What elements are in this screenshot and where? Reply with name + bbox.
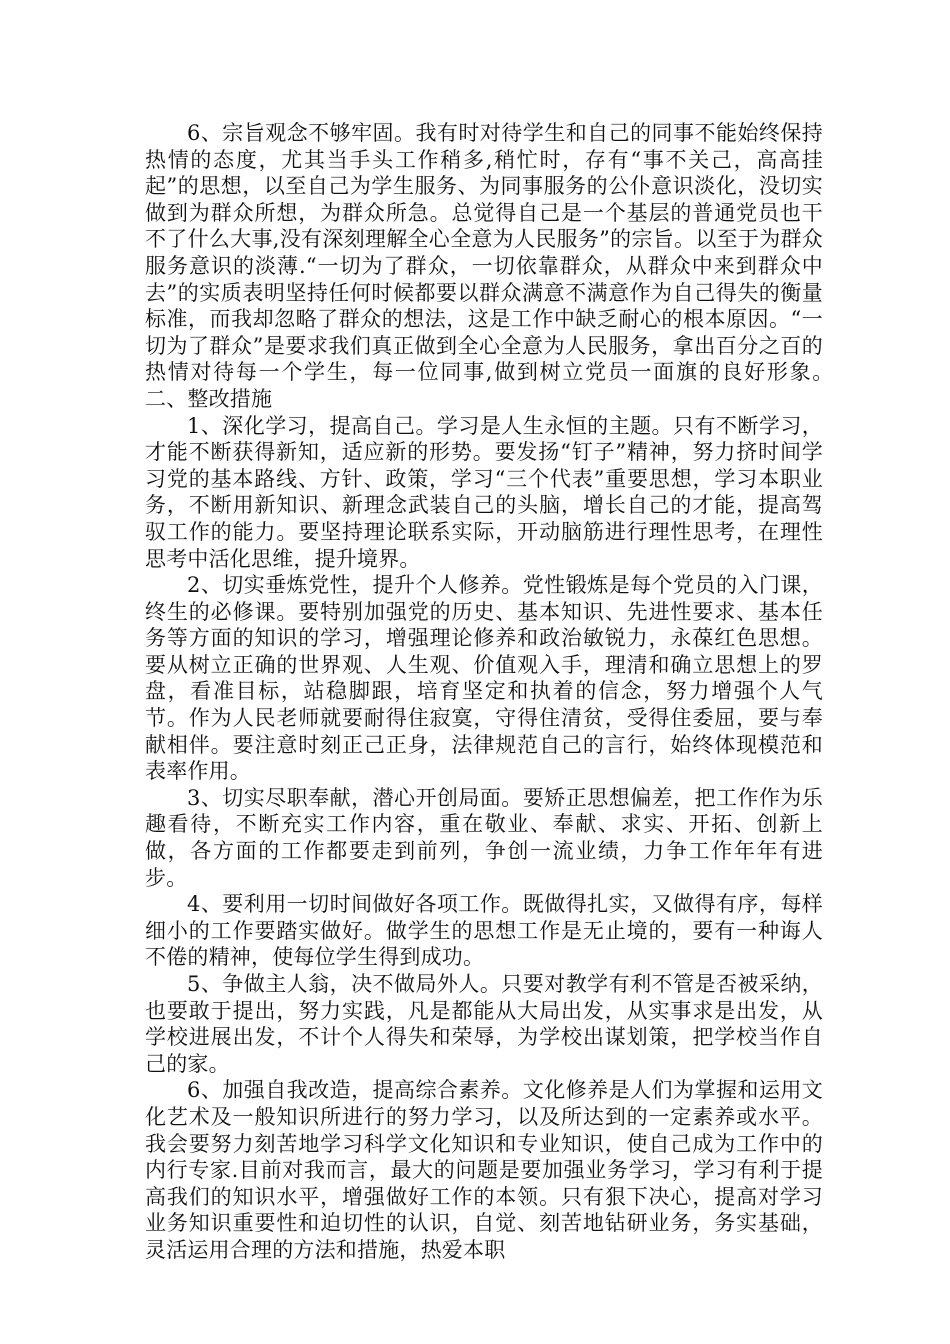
paragraph-be-owner: 5、争做主人翁，决不做局外人。只要对教学有利不管是否被采纳，也要敢于提出，努力实践，凡是都能从大局出发，从实事求是出发，从学校进展出发，不计个人得失和荣辱，为学校出谋划策，把学校当作自己的家。 xyxy=(145,972,823,1076)
paragraph-party-spirit: 2、切实垂炼党性，提升个人修养。党性锻炼是每个党员的入门课，终生的必修课。要特别加强党的历史、基本知识、先进性要求、基本任务等方面的知识的学习，增强理论修养和政治敏锐力，永葆红色思想。要从树立正确的世界观、人生观、价值观入手，理清和确立思想上的罗盘，看准目标，站稳脚跟，培育坚定和执着的信念，努力增强个人气节。作为人民老师就要耐得住寂寞，守得住清贫，受得住委屈，要与奉献相伴。要注意时刻正己正身，法律规范自己的言行，始终体现模范和表率作用。 xyxy=(145,573,823,784)
paragraph-deepen-study: 1、深化学习，提高自己。学习是人生永恒的主题。只有不断学习，才能不断获得新知，适应新的形势。要发扬“钉子”精神，努力挤时间学习党的基本路线、方针、政策，学习“三个代表”重要思想，学习本职业务，不断用新知识、新理念武装自己的头脑，增长自己的才能，提高驾驭工作的能力。要坚持理论联系实际，开动脑筋进行理性思考，在理性思考中活化思维，提升境界。 xyxy=(145,413,823,571)
paragraph-self-improvement: 6、加强自我改造，提高综合素养。文化修养是人们为掌握和运用文化艺术及一般知识所进行的努力学习，以及所达到的一定素养或水平。我会要努力刻苦地学习科学文化知识和专业知识，使自己成为工作中的内行专家.目前对我而言，最大的问题是要加强业务学习，学习有利于提高我们的知识水平，增强做好工作的本领。只有狠下决心，提高对学习业务知识重要性和迫切性的认识，自觉、刻苦地钻研业务，务实基础，灵活运用合理的方法和措施，热爱本职 xyxy=(145,1078,823,1262)
paragraph-purpose-awareness: 6、宗旨观念不够牢固。我有时对待学生和自己的同事不能始终保持热情的态度，尤其当手头工作稍多,稍忙时，存有“事不关己，高高挂起”的思想，以至自己为学生服务、为同事服务的公仆意识淡化，没切实做到为群众所想，为群众所急。总觉得自己是一个基层的普通党员也干不了什么大事,没有深刻理解全心全意为人民服务”的宗旨。以至于为群众服务意识的淡薄.“一切为了群众，一切依靠群众，从群众中来到群众中去”的实质表明坚持任何时候都要以群众满意不满意作为自己得失的衡量标准，而我却忽略了群众的想法，这是工作中缺乏耐心的根本原因。“一切为了群众”是要求我们真正做到全心全意为人民服务，拿出百分之百的热情对待每一个学生，每一位同事,做到树立党员一面旗的良好形象。 二、整改措施 xyxy=(145,121,866,411)
document-page xyxy=(145,120,866,1264)
paragraph-dedication: 3、切实尽职奉献，潜心开创局面。要矫正思想偏差，把工作作为乐趣看待，不断充实工作内容，重在敬业、奉献、求实、开拓、创新上做，各方面的工作都要走到前列，争创一流业绩，力争工作年年有进步。 xyxy=(145,785,823,890)
paragraph-use-time: 4、要利用一切时间做好各项工作。既做得扎实，又做得有序，每样细小的工作要踏实做好。做学生的思想工作是无止境的，要有一种诲人不倦的精神，使每位学生得到成功。 xyxy=(145,892,823,970)
